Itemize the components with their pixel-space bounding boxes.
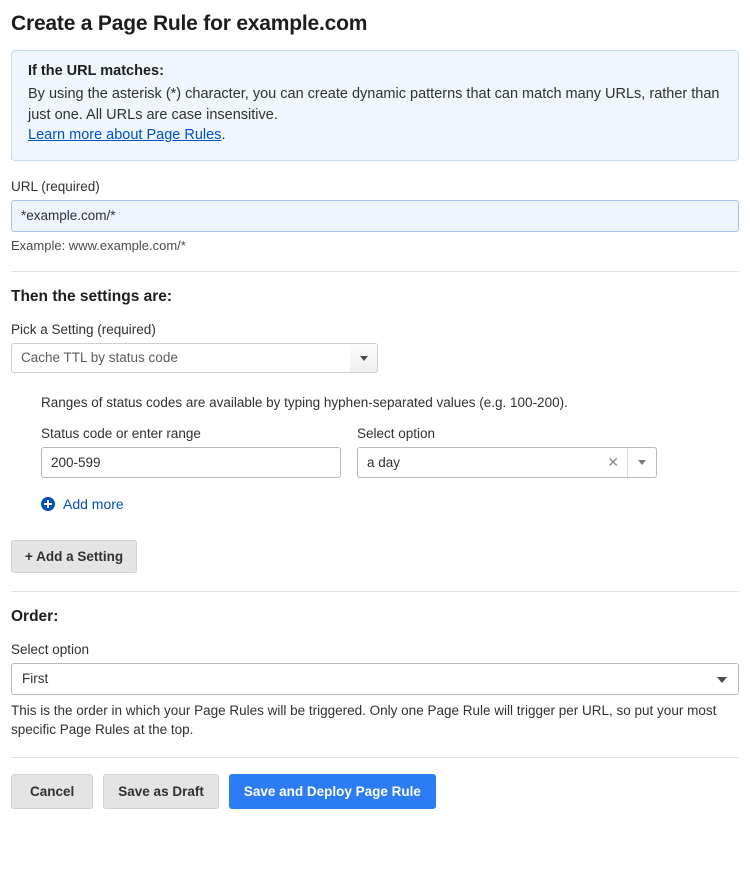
info-box-title: If the URL matches: <box>28 63 164 79</box>
add-more-button[interactable] <box>41 496 739 512</box>
order-heading: Order: <box>11 607 59 625</box>
chevron-down-icon[interactable] <box>717 677 727 683</box>
url-match-info-box <box>11 50 739 161</box>
settings-heading: Then the settings are: <box>11 287 173 305</box>
save-as-draft-button[interactable]: Save as Draft <box>103 774 219 809</box>
add-setting-wrapper <box>11 540 739 573</box>
status-code-settings <box>41 395 739 512</box>
divider-order <box>11 591 739 592</box>
cancel-button[interactable]: Cancel <box>11 774 93 809</box>
info-box-text <box>28 84 722 146</box>
footer-actions <box>11 774 739 809</box>
url-input[interactable] <box>11 200 739 232</box>
add-a-setting-button[interactable]: + Add a Setting <box>11 540 137 573</box>
page-title: Create a Page Rule for example.com <box>11 12 368 35</box>
order-help-text: This is the order in which your Page Rules will be triggered. Only one Page Rule will trigger per URL, so put your most specific Page Rules at the top. <box>11 702 717 737</box>
close-icon[interactable]: ✕ <box>607 453 619 470</box>
status-inputs-row <box>41 426 739 478</box>
url-help-text: Example: www.example.com/* <box>11 237 186 253</box>
chevron-down-icon[interactable] <box>628 448 656 477</box>
ttl-option-combobox[interactable] <box>357 447 657 478</box>
status-code-column <box>41 426 341 478</box>
range-note: Ranges of status codes are available by typing hyphen-separated values (e.g. 100-200). <box>41 394 568 410</box>
status-code-label: Status code or enter range <box>41 425 201 441</box>
plus-circle-icon <box>41 497 55 511</box>
info-box-link-suffix: . <box>221 127 226 144</box>
add-more-label: Add more <box>63 495 124 512</box>
ttl-option-value: a day <box>367 454 401 470</box>
url-field-label: URL (required) <box>11 178 100 194</box>
learn-more-link[interactable]: Learn more about Page Rules <box>28 127 222 144</box>
pick-setting-select[interactable]: Cache TTL by status code <box>11 343 354 373</box>
order-select-label: Select option <box>11 641 90 657</box>
order-select[interactable] <box>11 663 739 695</box>
chevron-down-icon[interactable] <box>350 343 378 373</box>
page-rule-form <box>0 12 750 809</box>
status-code-input[interactable] <box>41 447 341 478</box>
order-select-value: First <box>22 671 49 687</box>
save-and-deploy-button[interactable]: Save and Deploy Page Rule <box>229 774 436 809</box>
divider-footer <box>11 757 739 758</box>
pick-setting-label: Pick a Setting (required) <box>11 321 156 337</box>
select-option-column <box>357 426 657 478</box>
info-box-body: By using the asterisk (*) character, you can create dynamic patterns that can match many URLs, rather than just one. All URLs are case insensitive. <box>28 86 720 123</box>
pick-setting-row <box>11 343 739 373</box>
divider-settings <box>11 271 739 272</box>
select-option-label: Select option <box>357 425 436 441</box>
